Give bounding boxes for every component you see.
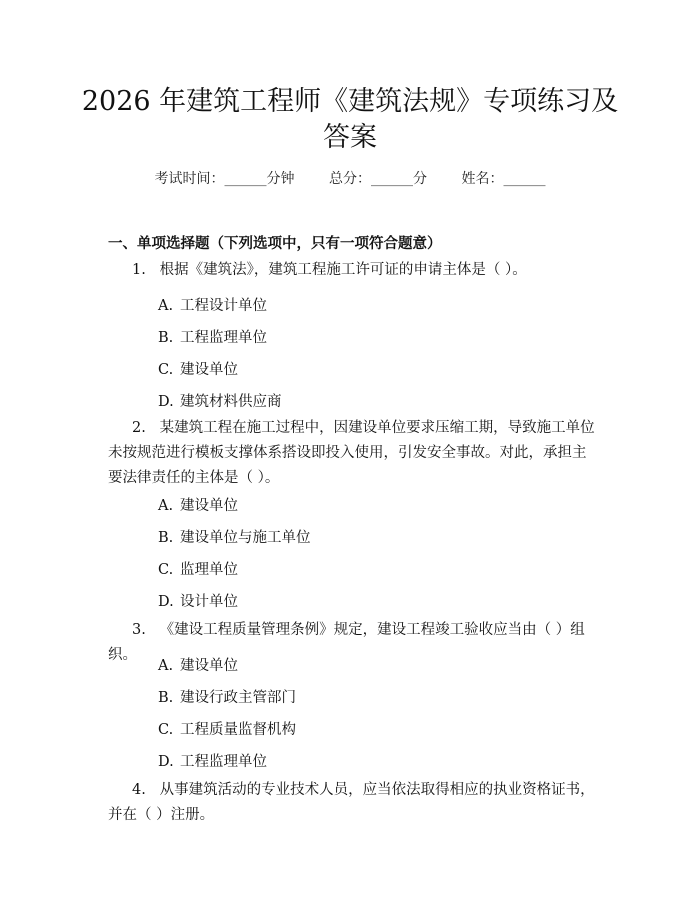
option-letter: C. bbox=[158, 722, 174, 738]
option-item bbox=[158, 326, 267, 347]
exam-time-field: 考试时间：______分钟 bbox=[154, 171, 295, 187]
option-letter: C. bbox=[158, 562, 174, 578]
option-letter: B. bbox=[158, 530, 174, 546]
option-item bbox=[158, 750, 267, 771]
option-item bbox=[158, 526, 311, 547]
student-name-field: 姓名：______ bbox=[461, 171, 546, 187]
option-letter: B. bbox=[158, 330, 174, 346]
option-text: 工程质量监督机构 bbox=[180, 722, 296, 738]
option-item bbox=[158, 390, 282, 411]
option-text: 建设行政主管部门 bbox=[180, 690, 296, 706]
option-item bbox=[158, 718, 296, 739]
option-letter: D. bbox=[158, 754, 174, 770]
option-text: 建设单位 bbox=[180, 498, 238, 514]
option-item bbox=[158, 558, 238, 579]
question-number: 1. bbox=[132, 262, 146, 278]
document-title-line-1: 2026 年建筑工程师《建筑法规》专项练习及 bbox=[81, 86, 619, 117]
option-letter: A. bbox=[158, 498, 174, 514]
exam-info-line bbox=[0, 168, 700, 188]
question-4 bbox=[108, 778, 596, 828]
option-text: 建筑材料供应商 bbox=[180, 394, 282, 410]
option-text: 监理单位 bbox=[180, 562, 238, 578]
question-number: 4. bbox=[132, 782, 146, 798]
option-text: 工程设计单位 bbox=[180, 298, 267, 314]
option-letter: B. bbox=[158, 690, 174, 706]
total-score-field: 总分：______分 bbox=[329, 171, 427, 187]
option-text: 建设单位 bbox=[180, 658, 238, 674]
option-letter: A. bbox=[158, 658, 174, 674]
section-heading: 一、单项选择题（下列选项中，只有一项符合题意） bbox=[108, 236, 442, 252]
option-item bbox=[158, 590, 238, 611]
option-item bbox=[158, 358, 238, 379]
question-text: 根据《建筑法》，建筑工程施工许可证的申请主体是（ ）。 bbox=[159, 262, 527, 278]
option-item bbox=[158, 494, 238, 515]
document-title-line-2: 答案 bbox=[323, 122, 377, 153]
question-number: 3. bbox=[132, 622, 146, 638]
option-text: 工程监理单位 bbox=[180, 330, 267, 346]
option-item bbox=[158, 654, 238, 675]
option-item bbox=[158, 686, 296, 707]
option-item bbox=[158, 294, 267, 315]
option-letter: D. bbox=[158, 394, 174, 410]
option-text: 建设单位 bbox=[180, 362, 238, 378]
question-text: 《建设工程质量管理条例》规定，建设工程竣工验收应当由（ ）组织。 bbox=[108, 622, 585, 663]
option-text: 建设单位与施工单位 bbox=[180, 530, 311, 546]
question-text: 从事建筑活动的专业技术人员，应当依法取得相应的执业资格证书，并在（ ）注册。 bbox=[108, 782, 595, 823]
question-1 bbox=[108, 258, 596, 283]
question-number: 2. bbox=[132, 420, 146, 436]
option-text: 设计单位 bbox=[180, 594, 238, 610]
option-letter: D. bbox=[158, 594, 174, 610]
option-letter: C. bbox=[158, 362, 174, 378]
question-text: 某建筑工程在施工过程中，因建设单位要求压缩工期，导致施工单位未按规范进行模板支撑体系搭设即投入使用，引发安全事故。对此，承担主要法律责任的主体是（ ）。 bbox=[108, 420, 595, 486]
option-text: 工程监理单位 bbox=[180, 754, 267, 770]
question-2 bbox=[108, 416, 596, 491]
option-letter: A. bbox=[158, 298, 174, 314]
